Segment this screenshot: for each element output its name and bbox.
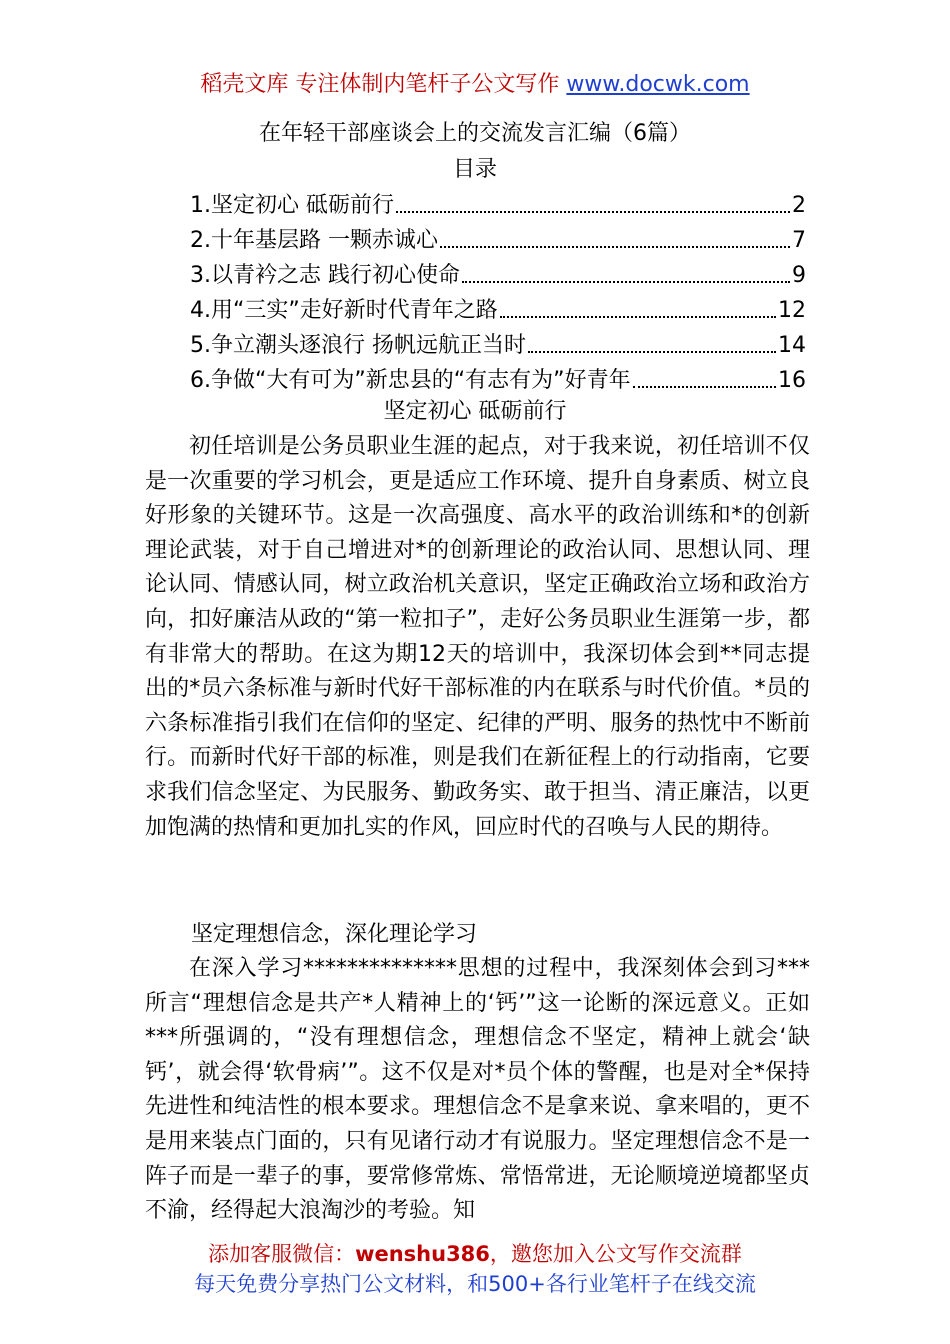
footer-promo-line: 每天免费分享热门公文材料，和500+各行业笔杆子在线交流 <box>194 1272 756 1296</box>
toc-entry-page: 2 <box>792 193 806 218</box>
toc-entry[interactable] <box>190 363 806 398</box>
toc-entry-page: 16 <box>778 368 806 393</box>
toc-entry-label: 5.争立潮头逐浪行 扬帆远航正当时 <box>190 333 526 358</box>
toc-entry-page: 7 <box>792 228 806 253</box>
toc-entry-label: 3.以青衿之志 践行初心使命 <box>190 263 460 288</box>
wechat-id: wenshu386 <box>355 1242 490 1266</box>
toc-dot-leader <box>500 316 776 318</box>
toc-entry-page: 14 <box>778 333 806 358</box>
toc-entry[interactable] <box>190 258 806 293</box>
toc-heading: 目录 <box>452 157 497 182</box>
toc-entry-label: 2.十年基层路 一颗赤诚心 <box>190 228 438 253</box>
section-title: 坚定初心 砥砺前行 <box>383 399 567 424</box>
footer-prefix: 添加客服微信： <box>208 1242 356 1266</box>
body-paragraph: 在深入学习**************思想的过程中，我深刻体会到习***所言“理想信念是共产*人精神上的‘钙’”这一论断的深远意义。正如***所强调的，“没有理想信念，理想信念不坚定，精神上就会‘缺钙’，就会得‘软骨病’”。这不仅是对*员个体的警醒，也是对全*保持先进性和纯洁性的根本要求。理想信念不是拿来说、拿来唱的，更不是用来装点门面的，只有见诸行动才有说服力。坚定理想信念不是一阵子而是一辈子的事，要常修常炼、常悟常进，无论顺境逆境都坚贞不渝，经得起大浪淘沙的考验。知 <box>145 956 810 1224</box>
toc-entry[interactable] <box>190 293 806 328</box>
toc-entry[interactable] <box>190 223 806 258</box>
toc-entry[interactable] <box>190 188 806 223</box>
document-title: 在年轻干部座谈会上的交流发言汇编（6篇） <box>259 121 691 146</box>
toc-dot-leader <box>462 281 790 283</box>
header-banner <box>0 70 950 100</box>
toc-dot-leader <box>440 246 790 248</box>
table-of-contents <box>190 188 806 398</box>
toc-entry-page: 12 <box>778 298 806 323</box>
body-paragraph: 初任培训是公务员职业生涯的起点，对于我来说，初任培训不仅是一次重要的学习机会，更是适应工作环境、提升自身素质、树立良好形象的关键环节。这是一次高强度、高水平的政治训练和*的创新理论武装，对于自己增进对*的创新理论的政治认同、思想认同、理论认同、情感认同，树立政治机关意识，坚定正确政治立场和政治方向，扣好廉洁从政的“第一粒扣子”，走好公务员职业生涯第一步，都有非常大的帮助。在这为期12天的培训中，我深切体会到**同志提出的*员六条标准与新时代好干部标准的内在联系与时代价值。*员的六条标准指引我们在信仰的坚定、纪律的严明、服务的热忱中不断前行。而新时代好干部的标准，则是我们在新征程上的行动指南，它要求我们信念坚定、为民服务、勤政务实、敢于担当、清正廉洁，以更加饱满的热情和更加扎实的作风，回应时代的召唤与人民的期待。 <box>145 434 810 840</box>
toc-entry-page: 9 <box>792 263 806 288</box>
toc-entry-label: 1.坚定初心 砥砺前行 <box>190 193 394 218</box>
toc-entry-label: 4.用“三实”走好新时代青年之路 <box>190 298 498 323</box>
banner-text: 稻壳文库 专注体制内笔杆子公文写作 <box>200 72 567 97</box>
site-link[interactable]: www.docwk.com <box>566 72 750 97</box>
footer-suffix: ，邀您加入公文写作交流群 <box>489 1242 742 1266</box>
footer-contact-line <box>0 1240 950 1268</box>
toc-entry[interactable] <box>190 328 806 363</box>
toc-dot-leader <box>396 211 790 213</box>
toc-dot-leader <box>528 351 776 353</box>
toc-entry-label: 6.争做“大有可为”新忠县的“有志有为”好青年 <box>190 368 631 393</box>
toc-dot-leader <box>633 386 776 388</box>
subheading: 坚定理想信念，深化理论学习 <box>191 922 478 947</box>
